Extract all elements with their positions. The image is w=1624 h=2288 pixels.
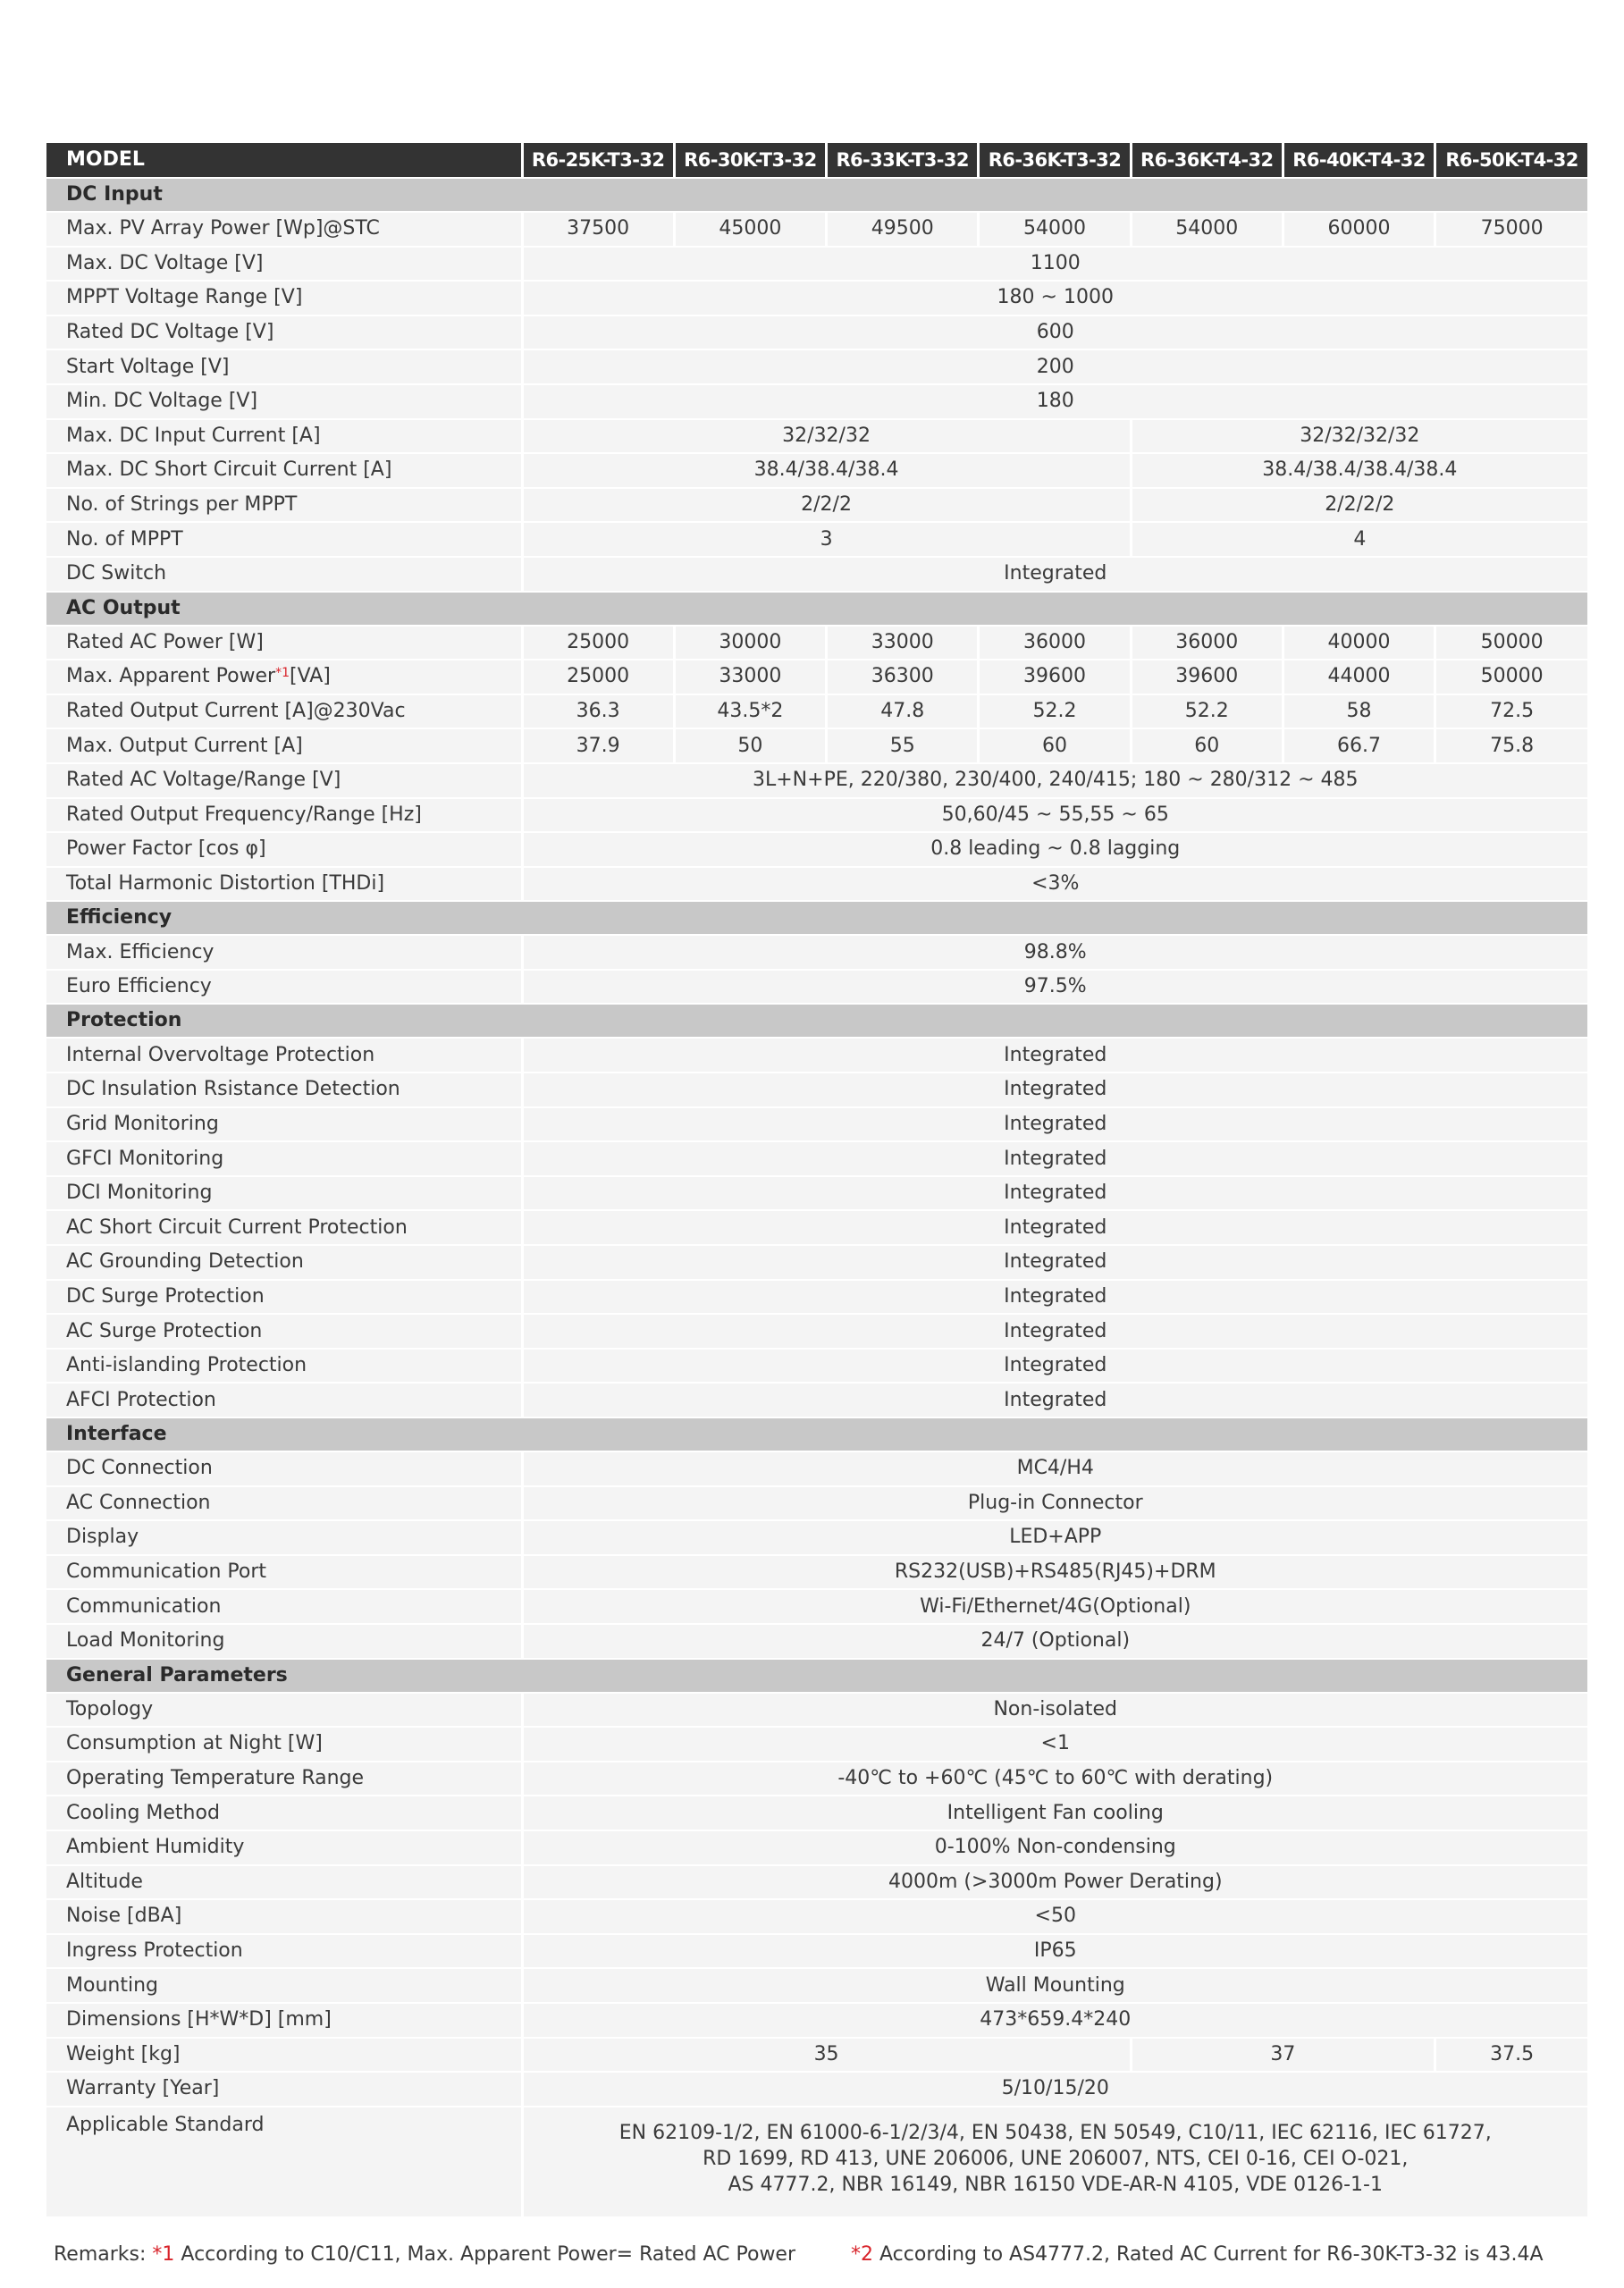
- row-label: Max. DC Voltage [V]: [46, 247, 522, 282]
- cell-value: 3L+N+PE, 220/380, 230/400, 240/415; 180 ~ 280/312 ~ 485: [522, 763, 1587, 798]
- cell-value: 3: [522, 522, 1131, 557]
- table-row: [46, 1830, 1587, 1865]
- cell-value: 55: [827, 728, 979, 763]
- cell-value: -40℃ to +60℃ (45℃ to 60℃ with derating): [522, 1762, 1587, 1796]
- cell-value: 36300: [827, 660, 979, 694]
- row-label: Dimensions [H*W*D] [mm]: [46, 2003, 522, 2038]
- row-label: Operating Temperature Range: [46, 1762, 522, 1796]
- cell-value: 75000: [1435, 212, 1587, 247]
- row-label: Max. Output Current [A]: [46, 728, 522, 763]
- row-label: Altitude: [46, 1865, 522, 1900]
- cell-value: 39600: [1131, 660, 1283, 694]
- cell-value: 60000: [1283, 212, 1435, 247]
- table-row: [46, 349, 1587, 384]
- table-row: [46, 1865, 1587, 1900]
- table-row: [46, 1520, 1587, 1555]
- table-row: [46, 1176, 1587, 1211]
- cell-value: 36000: [1131, 626, 1283, 660]
- table-row: [46, 488, 1587, 523]
- cell-value: 38.4/38.4/38.4/38.4: [1131, 453, 1587, 488]
- table-row: [46, 1451, 1587, 1486]
- cell-value: Intelligent Fan cooling: [522, 1796, 1587, 1830]
- section-dc-input: DC Input: [46, 178, 1587, 212]
- cell-value: 52.2: [979, 694, 1131, 729]
- cell-value: 37.5: [1435, 2038, 1587, 2073]
- cell-value: 37: [1131, 2038, 1435, 2073]
- spec-table: [46, 143, 1587, 2216]
- row-label: Max. DC Short Circuit Current [A]: [46, 453, 522, 488]
- table-row: [46, 694, 1587, 729]
- cell-value: 2/2/2/2: [1131, 488, 1587, 523]
- row-label: Anti-islanding Protection: [46, 1349, 522, 1384]
- table-row: [46, 832, 1587, 867]
- table-row: [46, 1107, 1587, 1142]
- cell-value: 473*659.4*240: [522, 2003, 1587, 2038]
- table-row: [46, 1038, 1587, 1072]
- table-row: [46, 867, 1587, 902]
- row-label: Noise [dBA]: [46, 1899, 522, 1934]
- header-row: [46, 143, 1587, 178]
- table-row: [46, 1349, 1587, 1384]
- table-row: [46, 1383, 1587, 1417]
- table-row: [46, 1624, 1587, 1659]
- table-row: [46, 1796, 1587, 1830]
- table-row: [46, 247, 1587, 282]
- table-row: [46, 2072, 1587, 2107]
- section-general: General Parameters: [46, 1659, 1587, 1693]
- cell-value: Integrated: [522, 1280, 1587, 1315]
- table-row: [46, 1280, 1587, 1315]
- table-row: [46, 419, 1587, 454]
- row-label: Mounting: [46, 1968, 522, 2003]
- table-row: [46, 557, 1587, 592]
- cell-value: 50000: [1435, 660, 1587, 694]
- row-label: Start Voltage [V]: [46, 349, 522, 384]
- cell-value: 200: [522, 349, 1587, 384]
- cell-value: 180 ~ 1000: [522, 281, 1587, 315]
- table-row: [46, 728, 1587, 763]
- cell-value: Integrated: [522, 1038, 1587, 1072]
- row-label: Warranty [Year]: [46, 2072, 522, 2107]
- row-label: No. of MPPT: [46, 522, 522, 557]
- cell-value: 50,60/45 ~ 55,55 ~ 65: [522, 798, 1587, 833]
- table-row: [46, 1555, 1587, 1590]
- row-label: Max. PV Array Power [Wp]@STC: [46, 212, 522, 247]
- cell-value: Non-isolated: [522, 1693, 1587, 1728]
- cell-value: Integrated: [522, 1349, 1587, 1384]
- remarks: [54, 2243, 1544, 2266]
- cell-value: 98.8%: [522, 935, 1587, 970]
- cell-value: Integrated: [522, 1176, 1587, 1211]
- cell-value: 60: [1131, 728, 1283, 763]
- table-row: [46, 2107, 1587, 2216]
- model-name: R6-36K-T4-32: [1131, 143, 1283, 178]
- cell-value: <50: [522, 1899, 1587, 1934]
- cell-value: 33000: [827, 626, 979, 660]
- cell-value: 54000: [979, 212, 1131, 247]
- row-label: Internal Overvoltage Protection: [46, 1038, 522, 1072]
- table-row: [46, 798, 1587, 833]
- cell-value: Wall Mounting: [522, 1968, 1587, 2003]
- table-row: [46, 1762, 1587, 1796]
- row-label: DC Switch: [46, 557, 522, 592]
- table-row: [46, 315, 1587, 350]
- cell-value: 50000: [1435, 626, 1587, 660]
- cell-value: Integrated: [522, 1072, 1587, 1107]
- section-row: [46, 1417, 1587, 1451]
- cell-value: 60: [979, 728, 1131, 763]
- cell-value: 4000m (>3000m Power Derating): [522, 1865, 1587, 1900]
- cell-value: Integrated: [522, 1245, 1587, 1280]
- row-label: Ingress Protection: [46, 1934, 522, 1969]
- table-row: [46, 1314, 1587, 1349]
- row-label: Power Factor [cos φ]: [46, 832, 522, 867]
- table-row: [46, 522, 1587, 557]
- row-label: Rated DC Voltage [V]: [46, 315, 522, 350]
- table-row: [46, 1210, 1587, 1245]
- cell-value: <1: [522, 1727, 1587, 1762]
- table-row: [46, 384, 1587, 419]
- row-label: DC Surge Protection: [46, 1280, 522, 1315]
- cell-value: Wi-Fi/Ethernet/4G(Optional): [522, 1589, 1587, 1624]
- cell-value: 35: [522, 2038, 1131, 2073]
- section-efficiency: Efficiency: [46, 901, 1587, 935]
- model-name: R6-33K-T3-32: [827, 143, 979, 178]
- row-label: AC Short Circuit Current Protection: [46, 1210, 522, 1245]
- section-row: [46, 178, 1587, 212]
- row-label: AFCI Protection: [46, 1383, 522, 1417]
- row-label-unit: [VA]: [290, 665, 331, 688]
- cell-value: 600: [522, 315, 1587, 350]
- cell-value: 36000: [979, 626, 1131, 660]
- cell-value: 50: [674, 728, 826, 763]
- cell-value: 45000: [674, 212, 826, 247]
- model-label: MODEL: [46, 143, 522, 178]
- cell-value: 47.8: [827, 694, 979, 729]
- row-label: Ambient Humidity: [46, 1830, 522, 1865]
- cell-value: MC4/H4: [522, 1451, 1587, 1486]
- row-label: Consumption at Night [W]: [46, 1727, 522, 1762]
- cell-value: 58: [1283, 694, 1435, 729]
- cell-value: 2/2/2: [522, 488, 1131, 523]
- model-name: R6-50K-T4-32: [1435, 143, 1587, 178]
- row-label: Topology: [46, 1693, 522, 1728]
- cell-value: 0-100% Non-condensing: [522, 1830, 1587, 1865]
- cell-value: 52.2: [1131, 694, 1283, 729]
- table-row: [46, 1934, 1587, 1969]
- table-row: [46, 1072, 1587, 1107]
- row-label: Communication Port: [46, 1555, 522, 1590]
- cell-value: Integrated: [522, 1141, 1587, 1176]
- cell-value: 37.9: [522, 728, 674, 763]
- table-row: [46, 1141, 1587, 1176]
- row-label: Display: [46, 1520, 522, 1555]
- cell-value: 25000: [522, 626, 674, 660]
- cell-value: RS232(USB)+RS485(RJ45)+DRM: [522, 1555, 1587, 1590]
- cell-value: Plug-in Connector: [522, 1486, 1587, 1521]
- cell-value: 37500: [522, 212, 674, 247]
- section-ac-output: AC Output: [46, 592, 1587, 626]
- row-label: Min. DC Voltage [V]: [46, 384, 522, 419]
- cell-value: 36.3: [522, 694, 674, 729]
- row-label: DCI Monitoring: [46, 1176, 522, 1211]
- table-row: [46, 1589, 1587, 1624]
- row-label: Rated AC Voltage/Range [V]: [46, 763, 522, 798]
- table-row: [46, 763, 1587, 798]
- table-row: [46, 626, 1587, 660]
- standard-line: AS 4777.2, NBR 16149, NBR 16150 VDE-AR-N 4105, VDE 0126-1-1: [728, 2173, 1383, 2196]
- row-label: Rated Output Frequency/Range [Hz]: [46, 798, 522, 833]
- remark-note: According to C10/C11, Max. Apparent Power= Rated AC Power: [181, 2243, 796, 2266]
- row-label: Max. Efficiency: [46, 935, 522, 970]
- row-label: Euro Efficiency: [46, 970, 522, 1005]
- cell-value: <3%: [522, 867, 1587, 902]
- cell-value: 32/32/32: [522, 419, 1131, 454]
- cell-value: 25000: [522, 660, 674, 694]
- cell-value: 24/7 (Optional): [522, 1624, 1587, 1659]
- table-row: [46, 1727, 1587, 1762]
- model-name: R6-30K-T3-32: [674, 143, 826, 178]
- cell-value: 4: [1131, 522, 1587, 557]
- table-row: [46, 2003, 1587, 2038]
- cell-value: [522, 2107, 1587, 2216]
- cell-value: 97.5%: [522, 970, 1587, 1005]
- footnote-mark: *1: [152, 2243, 175, 2266]
- row-label: Grid Monitoring: [46, 1107, 522, 1142]
- cell-value: Integrated: [522, 1210, 1587, 1245]
- row-label-text: Max. Apparent Power: [66, 665, 276, 688]
- section-row: [46, 1659, 1587, 1693]
- standard-line: RD 1699, RD 413, UNE 206006, UNE 206007, NTS, CEI 0-16, CEI O-021,: [703, 2147, 1409, 2170]
- table-row: [46, 1486, 1587, 1521]
- cell-value: 38.4/38.4/38.4: [522, 453, 1131, 488]
- cell-value: 180: [522, 384, 1587, 419]
- cell-value: Integrated: [522, 1107, 1587, 1142]
- table-row: [46, 1693, 1587, 1728]
- row-label: Max. DC Input Current [A]: [46, 419, 522, 454]
- model-name: R6-25K-T3-32: [522, 143, 674, 178]
- cell-value: 0.8 leading ~ 0.8 lagging: [522, 832, 1587, 867]
- model-name: R6-36K-T3-32: [979, 143, 1131, 178]
- row-label: Total Harmonic Distortion [THDi]: [46, 867, 522, 902]
- cell-value: 30000: [674, 626, 826, 660]
- row-label: AC Grounding Detection: [46, 1245, 522, 1280]
- row-label: Applicable Standard: [46, 2107, 522, 2216]
- row-label: Rated AC Power [W]: [46, 626, 522, 660]
- cell-value: Integrated: [522, 1383, 1587, 1417]
- section-interface: Interface: [46, 1417, 1587, 1451]
- row-label: DC Connection: [46, 1451, 522, 1486]
- table-row: [46, 281, 1587, 315]
- row-label: DC Insulation Rsistance Detection: [46, 1072, 522, 1107]
- table-row: [46, 935, 1587, 970]
- cell-value: 40000: [1283, 626, 1435, 660]
- cell-value: Integrated: [522, 1314, 1587, 1349]
- section-row: [46, 1004, 1587, 1038]
- row-label: AC Surge Protection: [46, 1314, 522, 1349]
- table-row: [46, 970, 1587, 1005]
- row-label: No. of Strings per MPPT: [46, 488, 522, 523]
- remark-note: According to AS4777.2, Rated AC Current for R6-30K-T3-32 is 43.4A: [879, 2243, 1544, 2266]
- footnote-mark: *2: [851, 2243, 874, 2266]
- cell-value: 44000: [1283, 660, 1435, 694]
- section-protection: Protection: [46, 1004, 1587, 1038]
- standard-line: EN 62109-1/2, EN 61000-6-1/2/3/4, EN 50438, EN 50549, C10/11, IEC 62116, IEC 61727,: [618, 2121, 1492, 2144]
- row-label: MPPT Voltage Range [V]: [46, 281, 522, 315]
- remarks-prefix: Remarks:: [54, 2243, 147, 2266]
- cell-value: 43.5*2: [674, 694, 826, 729]
- row-label: Load Monitoring: [46, 1624, 522, 1659]
- table-row: [46, 1245, 1587, 1280]
- table-row: [46, 1968, 1587, 2003]
- row-label: AC Connection: [46, 1486, 522, 1521]
- row-label: [46, 660, 522, 694]
- model-name: R6-40K-T4-32: [1283, 143, 1435, 178]
- cell-value: LED+APP: [522, 1520, 1587, 1555]
- cell-value: IP65: [522, 1934, 1587, 1969]
- cell-value: 49500: [827, 212, 979, 247]
- table-row: [46, 453, 1587, 488]
- row-label: Cooling Method: [46, 1796, 522, 1830]
- row-label: GFCI Monitoring: [46, 1141, 522, 1176]
- cell-value: 66.7: [1283, 728, 1435, 763]
- cell-value: Integrated: [522, 557, 1587, 592]
- table-row: [46, 1899, 1587, 1934]
- cell-value: 5/10/15/20: [522, 2072, 1587, 2107]
- table-row: [46, 2038, 1587, 2073]
- cell-value: 33000: [674, 660, 826, 694]
- row-label: Weight [kg]: [46, 2038, 522, 2073]
- cell-value: 32/32/32/32: [1131, 419, 1587, 454]
- footnote-mark: *1: [275, 666, 290, 681]
- cell-value: 72.5: [1435, 694, 1587, 729]
- row-label: Rated Output Current [A]@230Vac: [46, 694, 522, 729]
- cell-value: 54000: [1131, 212, 1283, 247]
- table-row: [46, 212, 1587, 247]
- section-row: [46, 901, 1587, 935]
- table-row: [46, 660, 1587, 694]
- cell-value: 39600: [979, 660, 1131, 694]
- cell-value: 75.8: [1435, 728, 1587, 763]
- section-row: [46, 592, 1587, 626]
- cell-value: 1100: [522, 247, 1587, 282]
- row-label: Communication: [46, 1589, 522, 1624]
